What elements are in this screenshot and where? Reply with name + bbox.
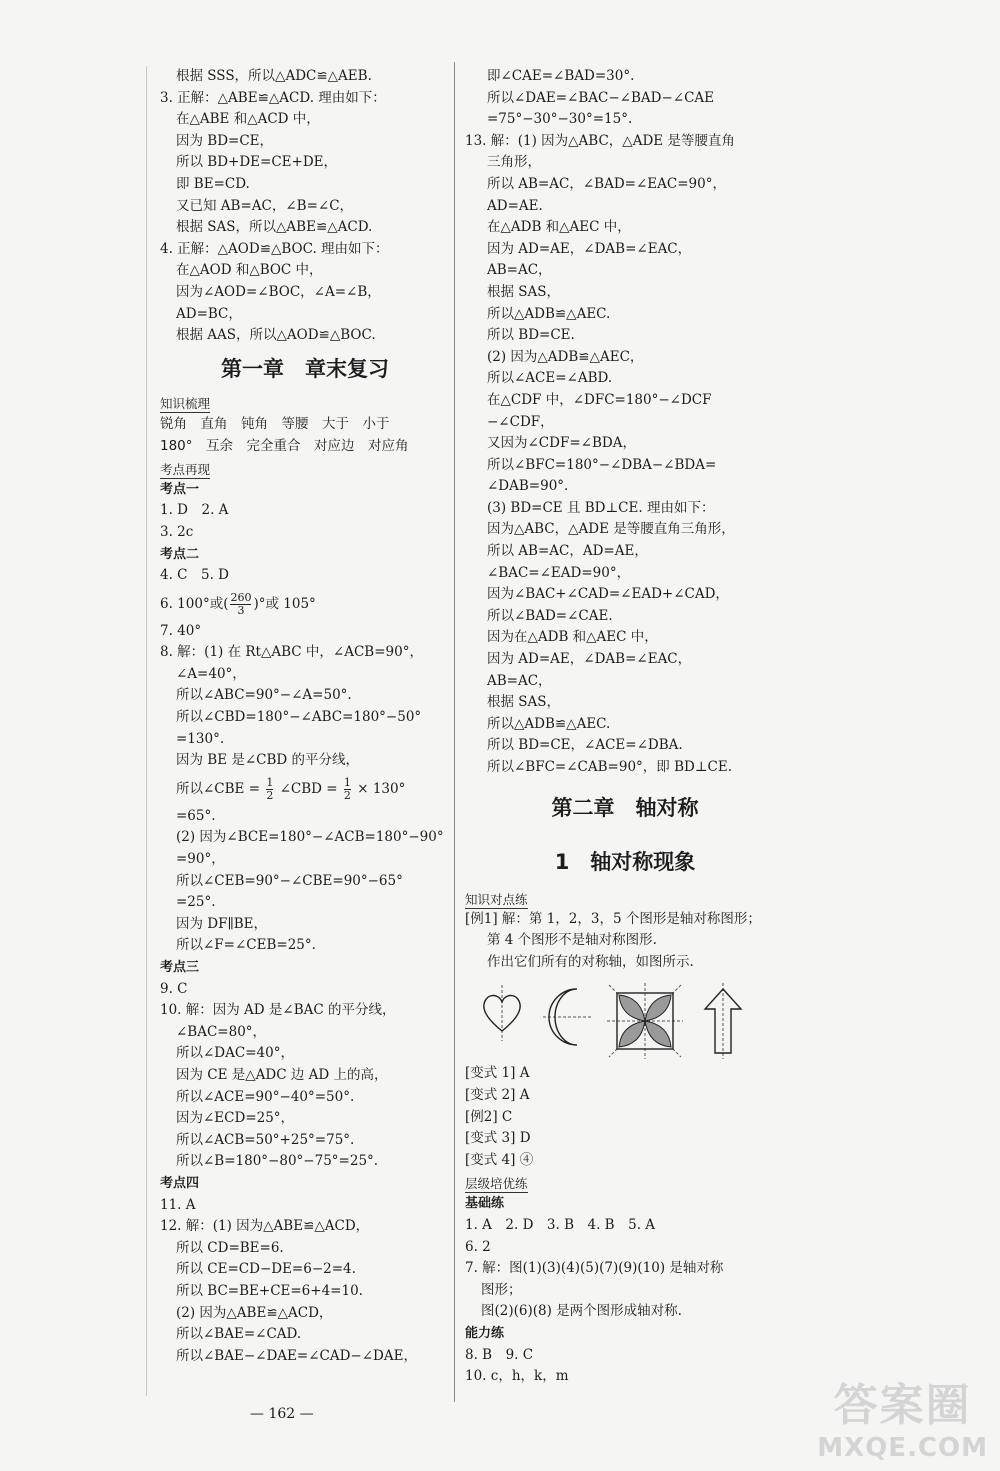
text-line: 8. B 9. C <box>465 1346 534 1363</box>
heart-icon <box>477 983 527 1043</box>
text-line: 所以 BD=CE，∠ACE=∠DBA. <box>487 737 683 754</box>
text-line: =75°−30°−30°=15°. <box>487 111 633 128</box>
text-line: 在△AOD 和△BOC 中， <box>176 262 323 279</box>
subsection-heading: 考点二 <box>160 546 200 562</box>
text-line: =65°. <box>176 807 216 824</box>
text-line: 因为∠ECD=25°， <box>176 1110 295 1127</box>
subsection-heading: 考点三 <box>160 960 200 975</box>
q6-suffix: )°或 105° <box>253 595 316 612</box>
text-line: [例1] 解：第 1，2，3，5 个图形是轴对称图形； <box>465 910 761 927</box>
q6-prefix: 6. 100°或( <box>160 595 229 612</box>
text-line: 4. C 5. D <box>160 567 229 584</box>
right-block-2 <box>465 909 785 974</box>
text-line: 所以 BC=BE+CE=6+4=10. <box>176 1282 363 1299</box>
left-column <box>160 66 450 1367</box>
text-line: 因为 BE 是∠CBD 的平分线， <box>176 752 360 769</box>
text-line: 所以∠DAC=40°， <box>176 1045 294 1062</box>
text-line: 3. 正解：△ABE≌△ACD. 理由如下： <box>160 89 386 106</box>
text-line: 所以∠ACB=50°+25°=75°. <box>176 1131 355 1148</box>
text-line: 所以∠ACE=90°−40°=50°. <box>176 1088 355 1105</box>
page-number: — 162 — <box>250 1406 314 1422</box>
text-line: AD=BC， <box>176 305 242 322</box>
knowledge-row-2: 180° 互余 完全重合 对应边 对应角 <box>160 437 409 454</box>
subsection-heading: 考点四 <box>160 1175 200 1191</box>
text-line: 所以∠BAD=∠CAE. <box>487 607 613 624</box>
text-line: 13. 解：(1) 因为△ABC，△ADE 是等腰直角 <box>465 132 735 149</box>
text-line: 即∠CAE=∠BAD=30°. <box>487 68 635 84</box>
text-line: [变式 1] A <box>465 1065 530 1082</box>
q8-f1-den: 2 <box>266 788 274 802</box>
text-line: ∠BAC=80°， <box>176 1023 267 1040</box>
text-line: 所以∠F=∠CEB=25°. <box>176 937 316 954</box>
text-line: 因为△ABC，△ADE 是等腰直角三角形， <box>487 521 735 538</box>
text-line: 又因为∠CDF=∠BDA， <box>487 435 636 452</box>
text-line: =90°， <box>176 851 225 868</box>
text-line: 因为 BD=CE， <box>176 132 274 149</box>
text-line: 11. A <box>160 1196 196 1213</box>
left-margin-rule <box>146 66 147 1396</box>
left-block-1 <box>160 66 450 347</box>
text-line: 根据 AAS，所以△AOD≌△BOC. <box>176 327 376 344</box>
text-line: 8. 解：(1) 在 Rt△ABC 中，∠ACB=90°， <box>160 644 423 661</box>
text-line: 根据 SAS，所以△ABE≌△ACD. <box>176 219 373 236</box>
watermark-cn: 答案圈 <box>833 1380 972 1431</box>
left-block-4 <box>160 806 450 1367</box>
text-line: (2) 因为∠BCE=180°−∠ACB=180°−90° <box>176 829 444 846</box>
text-line: 所以 BD=CE. <box>487 327 575 344</box>
right-block-3 <box>465 1063 785 1171</box>
q8-f1-num: 1 <box>266 775 274 789</box>
review-tag: 考点再现 <box>160 461 211 477</box>
watermark-en: MXQE.COM <box>817 1433 988 1463</box>
text-line: 第 4 个图形不是轴对称图形. <box>487 932 657 949</box>
text-line: 所以 BD+DE=CE+DE， <box>176 154 338 171</box>
subsection-heading: 能力练 <box>465 1325 505 1341</box>
text-line: 10. 解：因为 AD 是∠BAC 的平分线， <box>160 1002 396 1019</box>
text-line: 7. 解：图(1)(3)(4)(5)(7)(9)(10) 是轴对称 <box>465 1260 724 1277</box>
text-line: 三角形， <box>487 154 541 171</box>
text-line: 7. 40° <box>160 622 202 639</box>
text-line: 所以∠B=180°−80°−75°=25°. <box>176 1153 379 1170</box>
text-line: 所以∠CBD=180°−∠ABC=180°−50° <box>176 709 422 726</box>
text-line: AB=AC， <box>487 672 552 689</box>
q8-fraction-line <box>160 772 450 806</box>
text-line: 图(2)(6)(8) 是两个图形成轴对称. <box>481 1303 682 1320</box>
text-line: =130°. <box>176 730 225 747</box>
text-line: 9. C <box>160 980 188 997</box>
q8-f2-num: 1 <box>343 775 351 789</box>
text-line: 所以 CE=CD−DE=6−2=4. <box>176 1261 356 1278</box>
text-line: 即 BE=CD. <box>176 175 250 192</box>
text-line: 又已知 AB=AC，∠B=∠C， <box>176 197 354 214</box>
right-block-1 <box>465 66 785 779</box>
question-6 <box>160 587 450 621</box>
text-line: AB=AC， <box>487 262 552 279</box>
text-line: 作出它们所有的对称轴，如图所示. <box>487 953 694 970</box>
section-title: 1 轴对称现象 <box>554 849 696 874</box>
text-line: 所以 AB=AC，AD=AE， <box>487 543 648 560</box>
text-line: [变式 2] A <box>465 1086 530 1103</box>
text-line: [变式 3] D <box>465 1130 531 1147</box>
arrow-up-icon <box>701 983 745 1059</box>
text-line: 因为 AD=AE，∠DAB=∠EAC， <box>487 651 692 668</box>
flower-square-icon <box>607 983 683 1059</box>
text-line: 根据 SSS，所以△ADC≌△AEB. <box>176 68 372 84</box>
text-line: 1. D 2. A <box>160 502 229 519</box>
text-line: [例2] C <box>465 1108 513 1125</box>
watermark <box>817 1369 988 1463</box>
q6-denominator: 3 <box>237 603 245 617</box>
left-block-2 <box>160 479 450 587</box>
text-line: 在△CDF 中，∠DFC=180°−∠DCF <box>487 391 712 408</box>
text-line: 图形； <box>481 1281 522 1298</box>
text-line: 所以∠CEB=90°−∠CBE=90°−65° <box>176 872 403 889</box>
text-line: 因为在△ADB 和△AEC 中， <box>487 629 658 646</box>
text-line: 所以∠BFC=180°−∠DBA−∠BDA= <box>487 456 717 473</box>
symmetry-figures <box>465 973 785 1063</box>
q8-f2-den: 2 <box>343 788 351 802</box>
q8-part-a: 所以∠CBE = <box>176 780 261 797</box>
q8-fraction-1 <box>266 777 273 802</box>
text-line: 所以△ADB≌△AEC. <box>487 715 611 732</box>
text-line: 因为∠BAC+∠CAD=∠EAD+∠CAD， <box>487 586 729 603</box>
q6-fraction <box>230 592 251 617</box>
q8-fraction-2 <box>344 777 351 802</box>
text-line: 所以∠BFC=∠CAB=90°，即 BD⊥CE. <box>487 759 732 775</box>
practice-tag: 知识对点练 <box>465 891 528 907</box>
text-line: 根据 SAS， <box>487 694 561 711</box>
text-line: ∠BAC=∠EAD=90°， <box>487 564 631 581</box>
text-line: 1. A 2. D 3. B 4. B 5. A <box>465 1216 656 1233</box>
right-column <box>465 66 785 1388</box>
text-line: 所以∠BAE=∠CAD. <box>176 1326 302 1343</box>
text-line: 所以∠ABC=90°−∠A=50°. <box>176 687 352 704</box>
text-line: ∠DAB=90°. <box>487 478 569 495</box>
text-line: 所以△ADB≌△AEC. <box>487 305 611 322</box>
text-line: −∠CDF， <box>487 413 554 430</box>
q8-part-c: × 130° <box>357 780 406 797</box>
text-line: 所以∠ACE=∠ABD. <box>487 370 613 387</box>
knowledge-row-1: 锐角 直角 钝角 等腰 大于 小于 <box>160 415 390 432</box>
text-line: 因为 DF∥BE， <box>176 915 267 932</box>
text-line: 因为∠AOD=∠BOC，∠A=∠B， <box>176 283 381 300</box>
text-line: AD=AE. <box>487 197 543 214</box>
knowledge-tag: 知识梳理 <box>160 395 211 411</box>
text-line: 6. 2 <box>465 1238 491 1255</box>
text-line: 因为 AD=AE，∠DAB=∠EAC， <box>487 240 692 257</box>
text-line: (3) BD=CE 且 BD⊥CE. 理由如下： <box>487 499 715 516</box>
q6-numerator: 260 <box>230 590 252 604</box>
text-line: 在△ADB 和△AEC 中， <box>487 219 631 236</box>
text-line: 所以 AB=AC，∠BAD=∠EAC=90°， <box>487 175 726 192</box>
text-line: (2) 因为△ADB≌△AEC， <box>487 348 644 365</box>
column-divider <box>454 62 455 1402</box>
text-line: 因为 CE 是△ADC 边 AD 上的高， <box>176 1066 388 1083</box>
left-block-3 <box>160 621 450 772</box>
text-line: 所以 CD=BE=6. <box>176 1239 284 1256</box>
chapter-2-title: 第二章 轴对称 <box>551 795 699 820</box>
text-line: 根据 SAS， <box>487 283 561 300</box>
text-line: 所以∠DAE=∠BAC−∠BAD−∠CAE <box>487 89 715 106</box>
text-line: =25°. <box>176 894 216 911</box>
text-line: [变式 4] ④ <box>465 1151 534 1168</box>
layered-tag: 层级培优练 <box>465 1176 528 1192</box>
text-line: 4. 正解：△AOD≌△BOC. 理由如下： <box>160 240 389 257</box>
subsection-heading: 基础练 <box>465 1196 505 1212</box>
right-block-4 <box>465 1193 785 1387</box>
chapter-1-title: 第一章 章末复习 <box>221 356 389 381</box>
text-line: 10. c，h，k，m <box>465 1368 569 1385</box>
text-line: 所以∠BAE−∠DAE=∠CAD−∠DAE， <box>176 1347 417 1364</box>
text-line: 3. 2c <box>160 523 194 540</box>
text-line: 在△ABE 和△ACD 中， <box>176 111 320 128</box>
q8-part-b: ∠CBD = <box>279 780 338 797</box>
subsection-heading: 考点一 <box>160 481 200 497</box>
text-line: 12. 解：(1) 因为△ABE≌△ACD， <box>160 1218 370 1235</box>
text-line: (2) 因为△ABE≌△ACD， <box>176 1304 333 1321</box>
crescent-icon <box>543 983 593 1053</box>
text-line: ∠A=40°， <box>176 665 246 682</box>
